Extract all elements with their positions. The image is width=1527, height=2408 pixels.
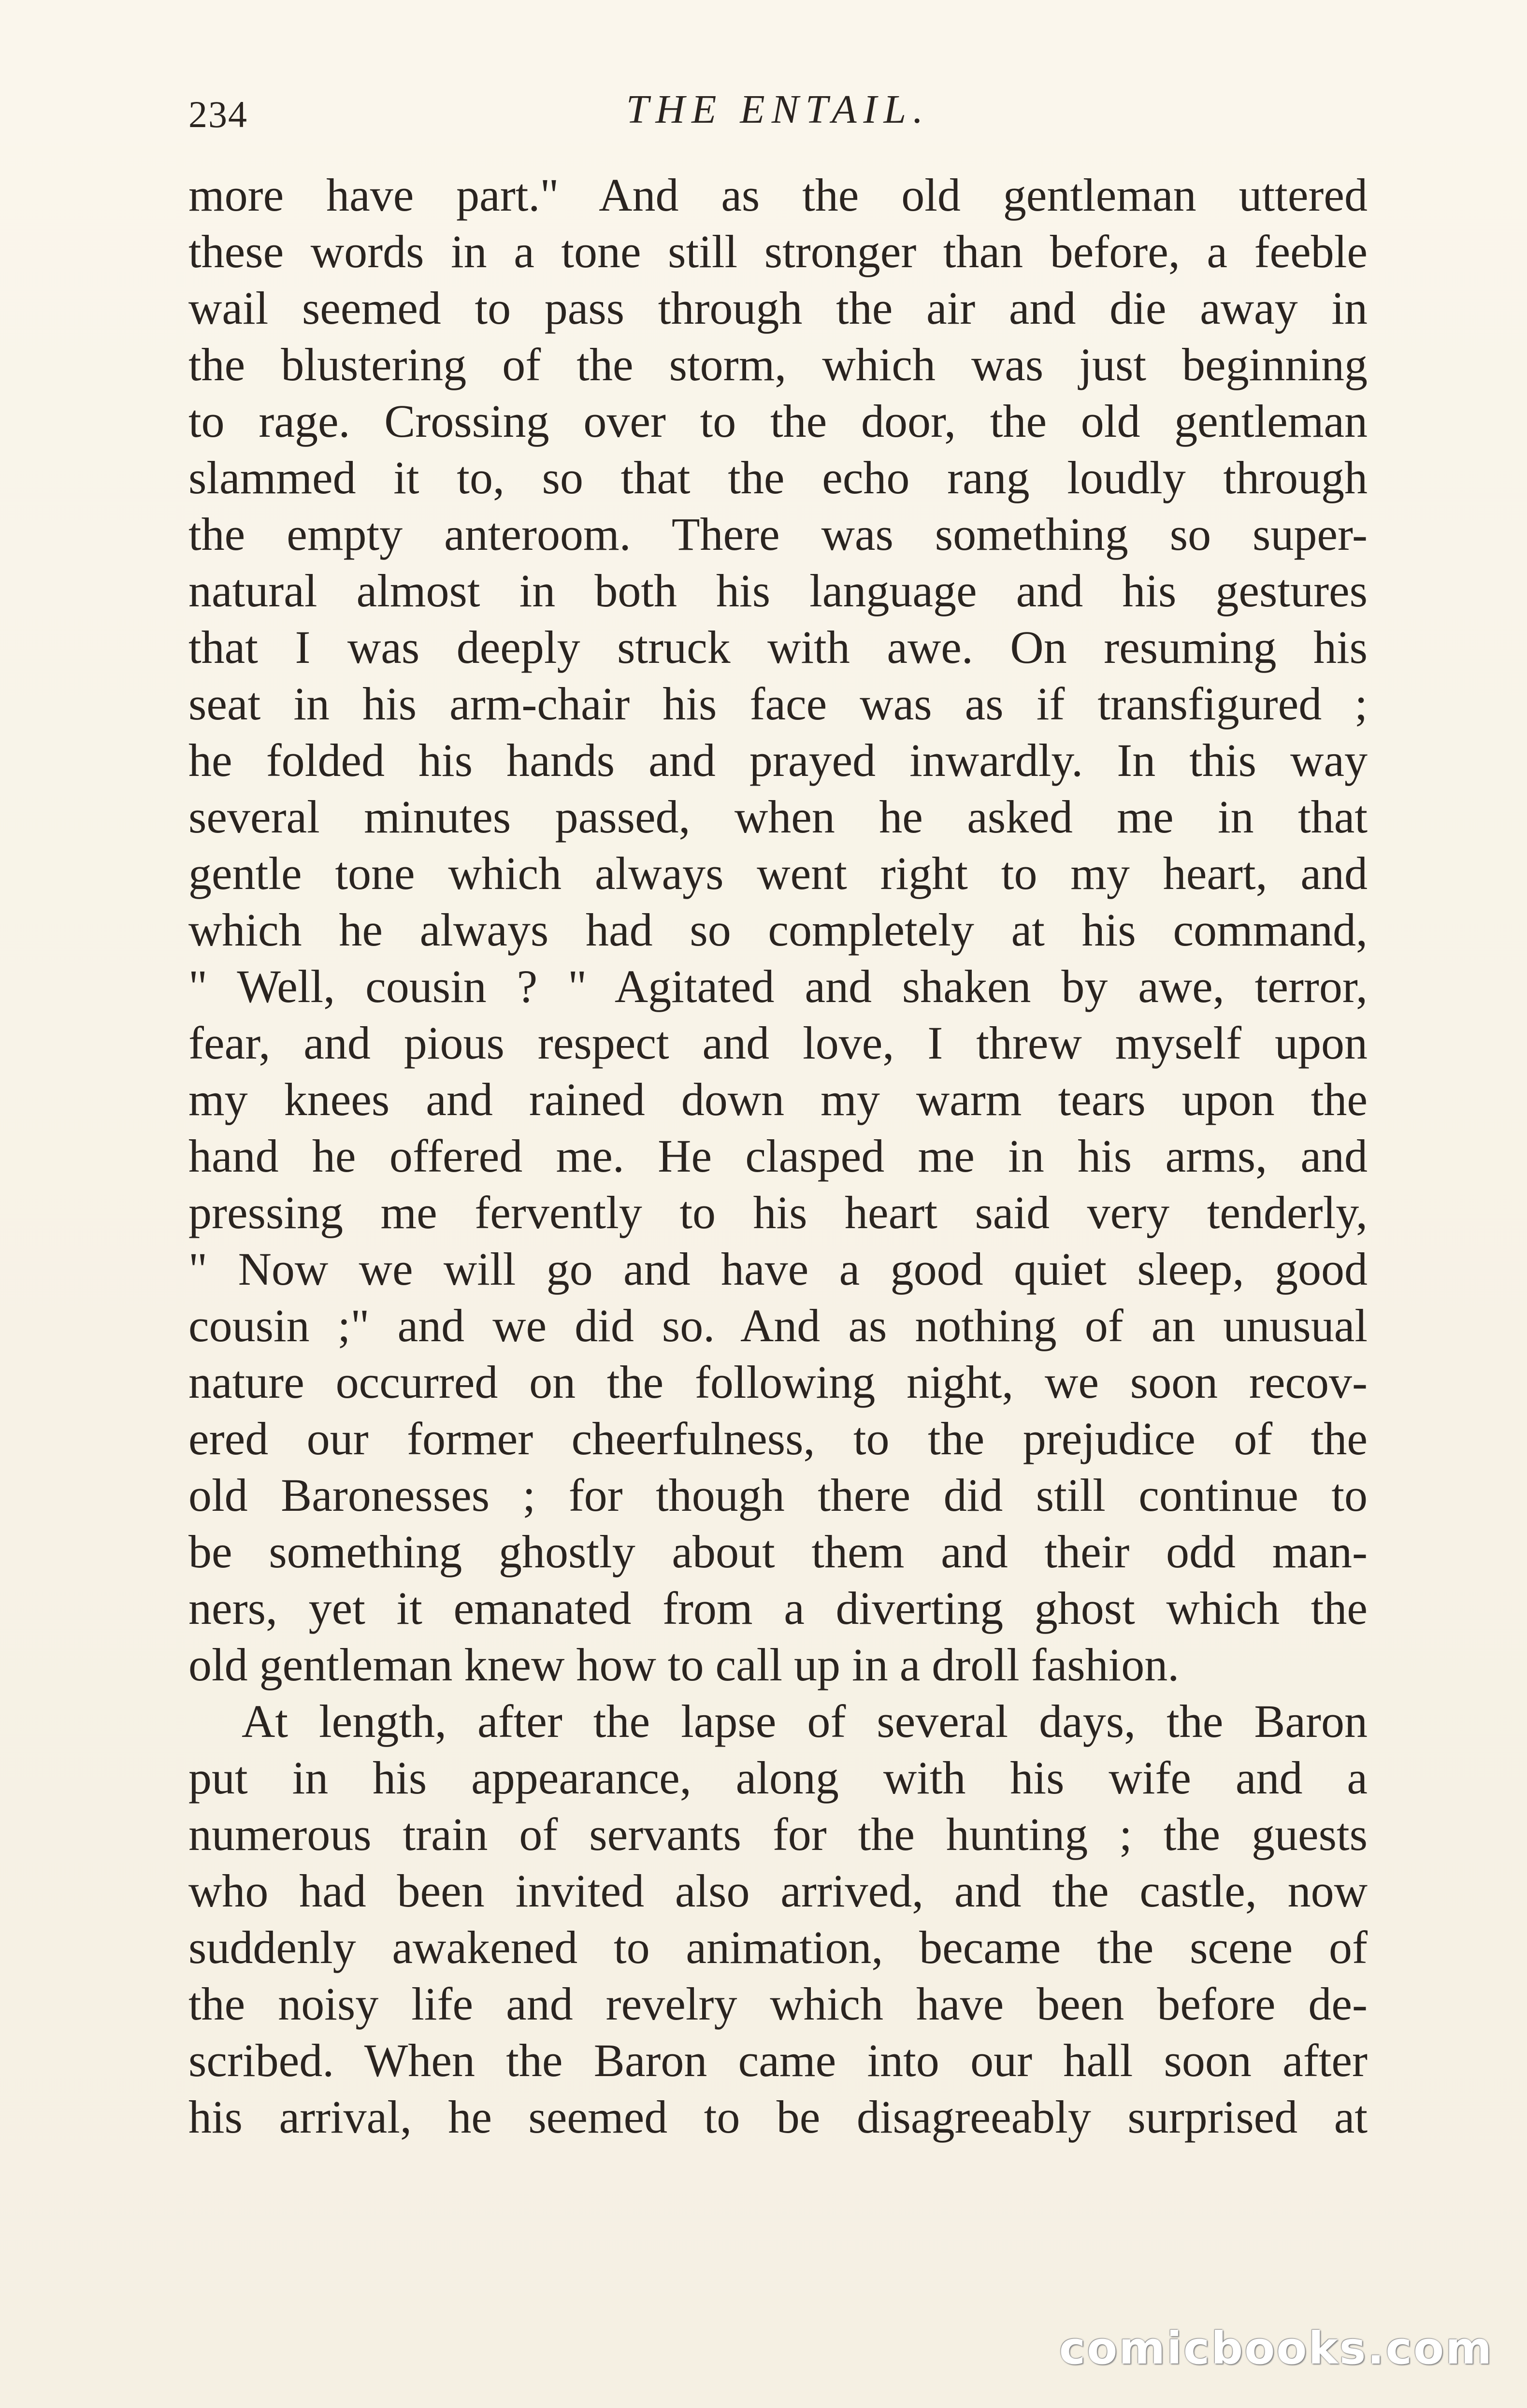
text-line: hand he offered me. He clasped me in his arms, and — [188, 1130, 1368, 1182]
text-line: my knees and rained down my warm tears upon the — [188, 1074, 1368, 1125]
text-line: seat in his arm-chair his face was as if transfigured ; — [188, 678, 1368, 730]
page-number: 234 — [188, 93, 248, 135]
text-line: scribed. When the Baron came into our hall soon after — [188, 2035, 1368, 2086]
text-line: be something ghostly about them and their odd man- — [188, 1526, 1368, 1577]
text-line: several minutes passed, when he asked me in that — [188, 791, 1368, 843]
running-title: THE ENTAIL. — [626, 87, 930, 132]
text-line: numerous train of servants for the hunting ; the guests — [188, 1808, 1368, 1860]
text-line: the empty anteroom. There was something so super- — [188, 508, 1368, 560]
text-line: to rage. Crossing over to the door, the old gentleman — [188, 395, 1368, 447]
body-text — [188, 167, 1368, 2145]
text-line: ered our former cheerfulness, to the prejudice of the — [188, 1413, 1368, 1464]
text-line: more have part." And as the old gentleman uttered — [188, 169, 1368, 221]
text-line: " Well, cousin ? " Agitated and shaken by awe, terror, — [188, 960, 1368, 1012]
text-line: pressing me fervently to his heart said very tenderly, — [188, 1187, 1368, 1238]
text-line: wail seemed to pass through the air and die away in — [188, 282, 1368, 334]
text-line: put in his appearance, along with his wife and a — [188, 1752, 1368, 1804]
text-line: nature occurred on the following night, we soon recov- — [188, 1356, 1368, 1408]
text-line: gentle tone which always went right to my heart, and — [188, 847, 1368, 899]
text-line: ners, yet it emanated from a diverting ghost which the — [188, 1582, 1368, 1634]
text-line: he folded his hands and prayed inwardly. In this way — [188, 734, 1368, 786]
watermark: comicbooks.com — [1059, 2322, 1493, 2374]
text-line: these words in a tone still stronger than before, a feeble — [188, 226, 1368, 277]
text-line: who had been invited also arrived, and the castle, now — [188, 1865, 1368, 1917]
text-line: natural almost in both his language and his gestures — [188, 565, 1368, 616]
running-head — [188, 72, 1368, 140]
text-line: the blustering of the storm, which was just beginning — [188, 339, 1368, 390]
text-line: old Baronesses ; for though there did still continue to — [188, 1469, 1368, 1521]
text-line: slammed it to, so that the echo rang loudly through — [188, 452, 1368, 503]
text-line: suddenly awakened to animation, became the scene of — [188, 1921, 1368, 1973]
text-line: that I was deeply struck with awe. On resuming his — [188, 621, 1368, 673]
text-line: old gentleman knew how to call up in a droll fashion. — [188, 1639, 1180, 1691]
text-line: the noisy life and revelry which have been before de- — [188, 1978, 1368, 2030]
text-line: fear, and pious respect and love, I threw myself upon — [188, 1017, 1368, 1069]
text-line: " Now we will go and have a good quiet sleep, good — [188, 1243, 1368, 1295]
text-line: At length, after the lapse of several days, the Baron — [242, 1695, 1368, 1747]
text-line: which he always had so completely at his command, — [188, 904, 1368, 956]
text-line: cousin ;" and we did so. And as nothing of an unusual — [188, 1300, 1368, 1351]
text-line: his arrival, he seemed to be disagreeably surprised at — [188, 2091, 1368, 2143]
